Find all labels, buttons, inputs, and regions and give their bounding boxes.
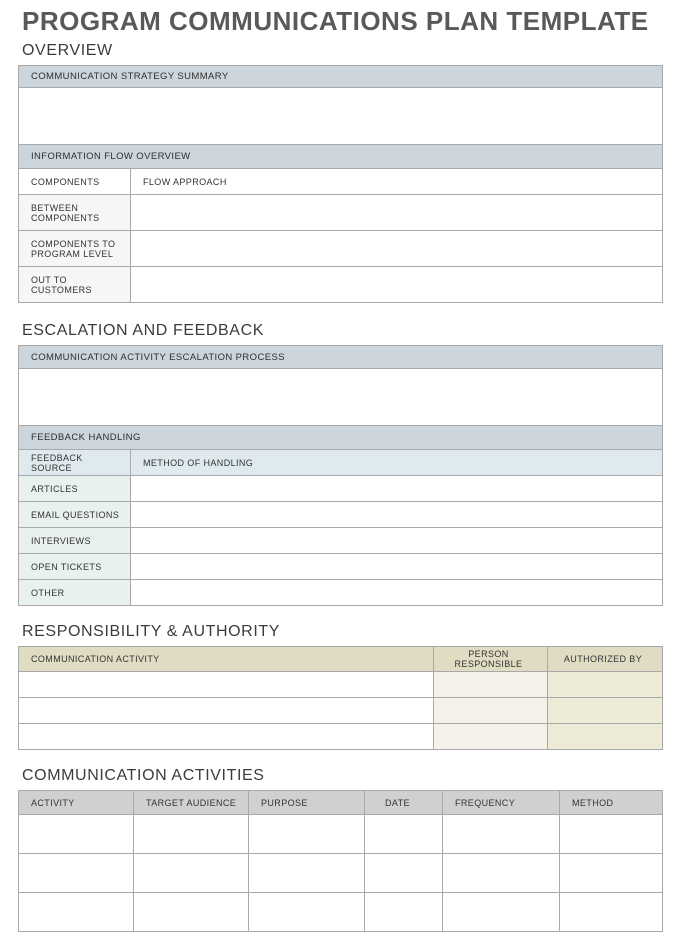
feedback-input-cell[interactable] [131, 528, 663, 554]
feedback-row-label-open-tickets: OPEN TICKETS [19, 554, 131, 580]
overview-table [18, 65, 663, 303]
feedback-input-cell[interactable] [131, 502, 663, 528]
resp-col-header-person: PERSON RESPONSIBLE [434, 647, 548, 672]
feedback-input-cell[interactable] [131, 580, 663, 606]
act-col-header-date: DATE [365, 791, 443, 815]
act-col-header-frequency: FREQUENCY [443, 791, 560, 815]
table-row [19, 854, 663, 893]
act-col-header-audience: TARGET AUDIENCE [134, 791, 249, 815]
section-heading-activities: COMMUNICATION ACTIVITIES [22, 767, 265, 784]
resp-activity-input-cell[interactable] [19, 724, 434, 750]
resp-person-input-cell[interactable] [434, 698, 548, 724]
resp-person-input-cell[interactable] [434, 724, 548, 750]
act-input-cell[interactable] [443, 893, 560, 932]
act-input-cell[interactable] [19, 854, 134, 893]
feedback-row-label-other: OTHER [19, 580, 131, 606]
act-input-cell[interactable] [365, 893, 443, 932]
resp-person-input-cell[interactable] [434, 672, 548, 698]
act-input-cell[interactable] [560, 854, 663, 893]
act-input-cell[interactable] [560, 893, 663, 932]
resp-col-header-authorized: AUTHORIZED BY [548, 647, 663, 672]
page-title: PROGRAM COMMUNICATIONS PLAN TEMPLATE [22, 6, 649, 36]
act-input-cell[interactable] [443, 854, 560, 893]
act-input-cell[interactable] [443, 815, 560, 854]
act-input-cell[interactable] [134, 893, 249, 932]
act-input-cell[interactable] [249, 854, 365, 893]
escalation-process-input-cell[interactable] [19, 369, 663, 426]
feedback-col-header-method: METHOD OF HANDLING [131, 450, 663, 476]
flow-row-label-components-to-program: COMPONENTS TO PROGRAM LEVEL [19, 231, 131, 267]
information-flow-header: INFORMATION FLOW OVERVIEW [19, 145, 663, 169]
table-row [19, 554, 663, 580]
feedback-col-header-source: FEEDBACK SOURCE [19, 450, 131, 476]
act-input-cell[interactable] [19, 815, 134, 854]
activities-table [18, 790, 663, 932]
section-heading-overview: OVERVIEW [22, 42, 113, 59]
feedback-row-label-articles: ARTICLES [19, 476, 131, 502]
flow-col-header-approach: FLOW APPROACH [131, 169, 663, 195]
act-input-cell[interactable] [560, 815, 663, 854]
resp-authorized-input-cell[interactable] [548, 724, 663, 750]
resp-authorized-input-cell[interactable] [548, 672, 663, 698]
resp-authorized-input-cell[interactable] [548, 698, 663, 724]
flow-input-cell[interactable] [131, 195, 663, 231]
table-row [19, 893, 663, 932]
table-row [19, 672, 663, 698]
escalation-table [18, 345, 663, 606]
table-row [19, 476, 663, 502]
flow-col-header-components: COMPONENTS [19, 169, 131, 195]
feedback-handling-header: FEEDBACK HANDLING [19, 426, 663, 450]
act-input-cell[interactable] [134, 815, 249, 854]
table-row [19, 502, 663, 528]
act-input-cell[interactable] [249, 815, 365, 854]
act-input-cell[interactable] [249, 893, 365, 932]
flow-row-label-out-to-customers: OUT TO CUSTOMERS [19, 267, 131, 303]
strategy-summary-header: COMMUNICATION STRATEGY SUMMARY [19, 66, 663, 88]
act-col-header-activity: ACTIVITY [19, 791, 134, 815]
strategy-summary-input-cell[interactable] [19, 88, 663, 145]
escalation-process-header: COMMUNICATION ACTIVITY ESCALATION PROCESS [19, 346, 663, 369]
table-row [19, 815, 663, 854]
section-heading-escalation: ESCALATION AND FEEDBACK [22, 322, 265, 339]
flow-input-cell[interactable] [131, 267, 663, 303]
act-col-header-purpose: PURPOSE [249, 791, 365, 815]
act-col-header-method: METHOD [560, 791, 663, 815]
responsibility-table [18, 646, 663, 750]
table-row [19, 195, 663, 231]
flow-input-cell[interactable] [131, 231, 663, 267]
section-heading-responsibility: RESPONSIBILITY & AUTHORITY [22, 623, 281, 640]
resp-activity-input-cell[interactable] [19, 672, 434, 698]
feedback-row-label-interviews: INTERVIEWS [19, 528, 131, 554]
table-row [19, 724, 663, 750]
act-input-cell[interactable] [365, 815, 443, 854]
act-input-cell[interactable] [134, 854, 249, 893]
feedback-row-label-email-questions: EMAIL QUESTIONS [19, 502, 131, 528]
table-row [19, 698, 663, 724]
table-row [19, 528, 663, 554]
resp-activity-input-cell[interactable] [19, 698, 434, 724]
flow-row-label-between-components: BETWEEN COMPONENTS [19, 195, 131, 231]
table-row [19, 231, 663, 267]
table-row [19, 580, 663, 606]
feedback-input-cell[interactable] [131, 554, 663, 580]
resp-col-header-activity: COMMUNICATION ACTIVITY [19, 647, 434, 672]
act-input-cell[interactable] [365, 854, 443, 893]
feedback-input-cell[interactable] [131, 476, 663, 502]
table-row [19, 267, 663, 303]
act-input-cell[interactable] [19, 893, 134, 932]
